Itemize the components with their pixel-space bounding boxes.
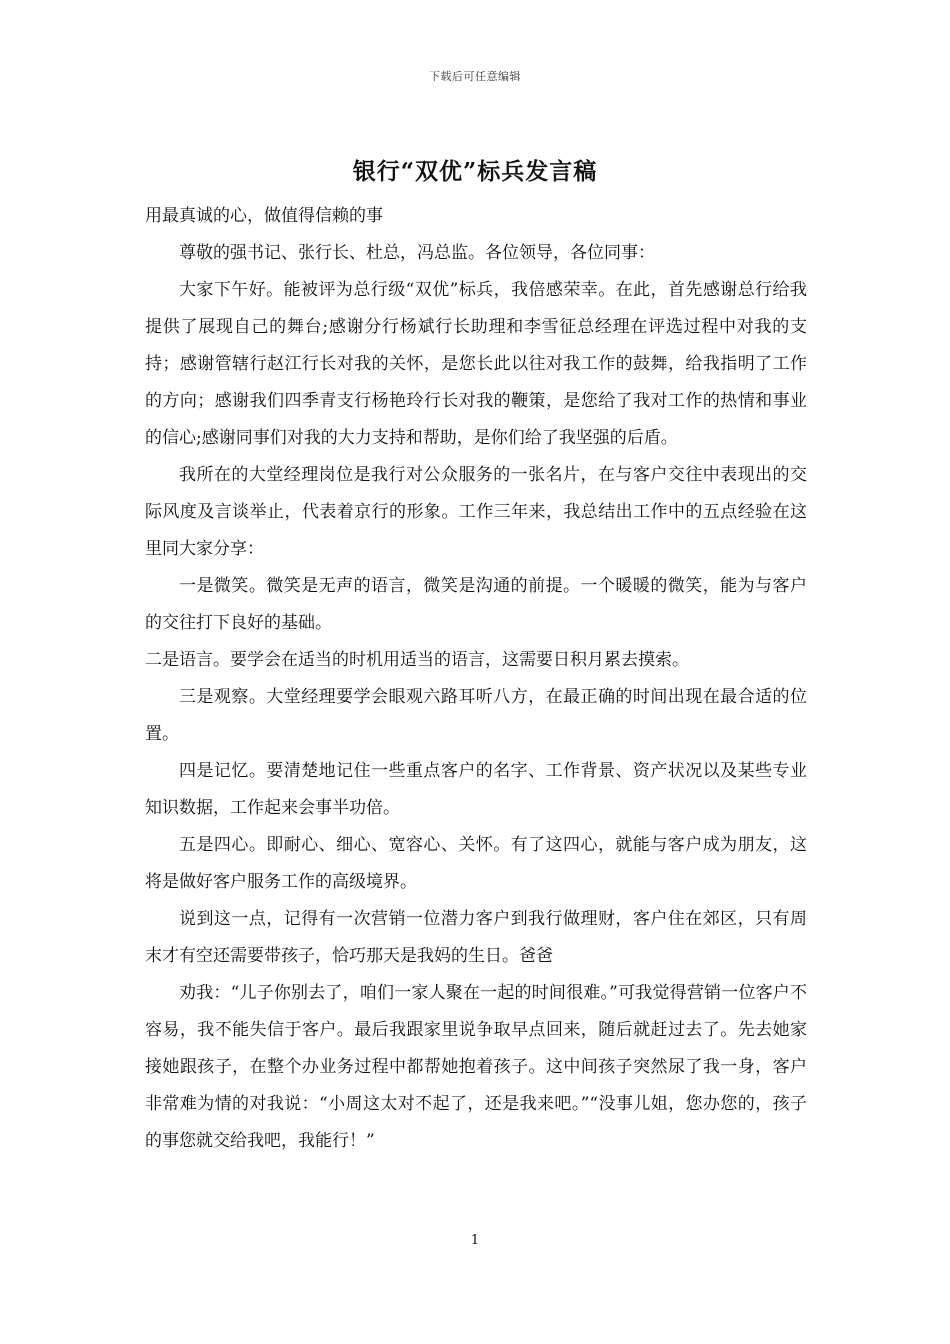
document-title: 银行“双优”标兵发言稿 [352,158,598,185]
body-paragraph: 说到这一点，记得有一次营销一位潜力客户到我行做理财，客户住在郊区，只有周末才有空还需要带孩子，恰巧那天是我妈的生日。爸爸 [145,909,807,966]
body-paragraph: 我所在的大堂经理岗位是我行对公众服务的一张名片，在与客户交往中表现出的交际风度及言谈举止，代表着京行的形象。工作三年来，我总结出工作中的五点经验在这里同大家分享： [145,465,807,559]
body-paragraph: 五是四心。即耐心、细心、宽容心、关怀。有了这四心，就能与客户成为朋友，这将是做好客户服务工作的高级境界。 [145,835,807,892]
document-body [145,198,807,1160]
body-paragraph: 三是观察。大堂经理要学会眼观六路耳听八方，在最正确的时间出现在最合适的位置。 [145,687,807,744]
subtitle-paragraph: 用最真诚的心，做值得信赖的事 [145,206,383,226]
page-number: 1 [470,1233,480,1248]
salutation-paragraph: 尊敬的强书记、张行长、杜总，冯总监。各位领导，各位同事： [179,243,655,263]
body-paragraph: 一是微笑。微笑是无声的语言，微笑是沟通的前提。一个暖暖的微笑，能为与客户的交往打下良好的基础。 [145,576,807,633]
body-paragraph: 大家下午好。能被评为总行级“双优”标兵，我倍感荣幸。在此，首先感谢总行给我提供了展现自己的舞台;感谢分行杨斌行长助理和李雪征总经理在评选过程中对我的支持；感谢管辖行赵江行长对我的关怀，是您长此以往对我工作的鼓舞，给我指明了工作的方向；感谢我们四季青支行杨艳玲行长对我的鞭策，是您给了我对工作的热情和事业的信心;感谢同事们对我的大力支持和帮助，是你们给了我坚强的后盾。 [145,280,807,448]
body-paragraph: 劝我：“儿子你别去了，咱们一家人聚在一起的时间很难。”可我觉得营销一位客户不容易，我不能失信于客户。最后我跟家里说争取早点回来，随后就赶过去了。先去她家接她跟孩子，在整个办业务过程中都帮她抱着孩子。这中间孩子突然尿了我一身，客户非常难为情的对我说：“小周这太对不起了，还是我来吧。”“没事儿姐，您办您的，孩子的事您就交给我吧，我能行！” [145,983,807,1151]
header-note: 下载后可任意编辑 [429,70,521,83]
body-paragraph: 二是语言。要学会在适当的时机用适当的语言，这需要日积月累去摸索。 [145,650,689,670]
body-paragraph: 四是记忆。要清楚地记住一些重点客户的名字、工作背景、资产状况以及某些专业知识数据，工作起来会事半功倍。 [145,761,807,818]
